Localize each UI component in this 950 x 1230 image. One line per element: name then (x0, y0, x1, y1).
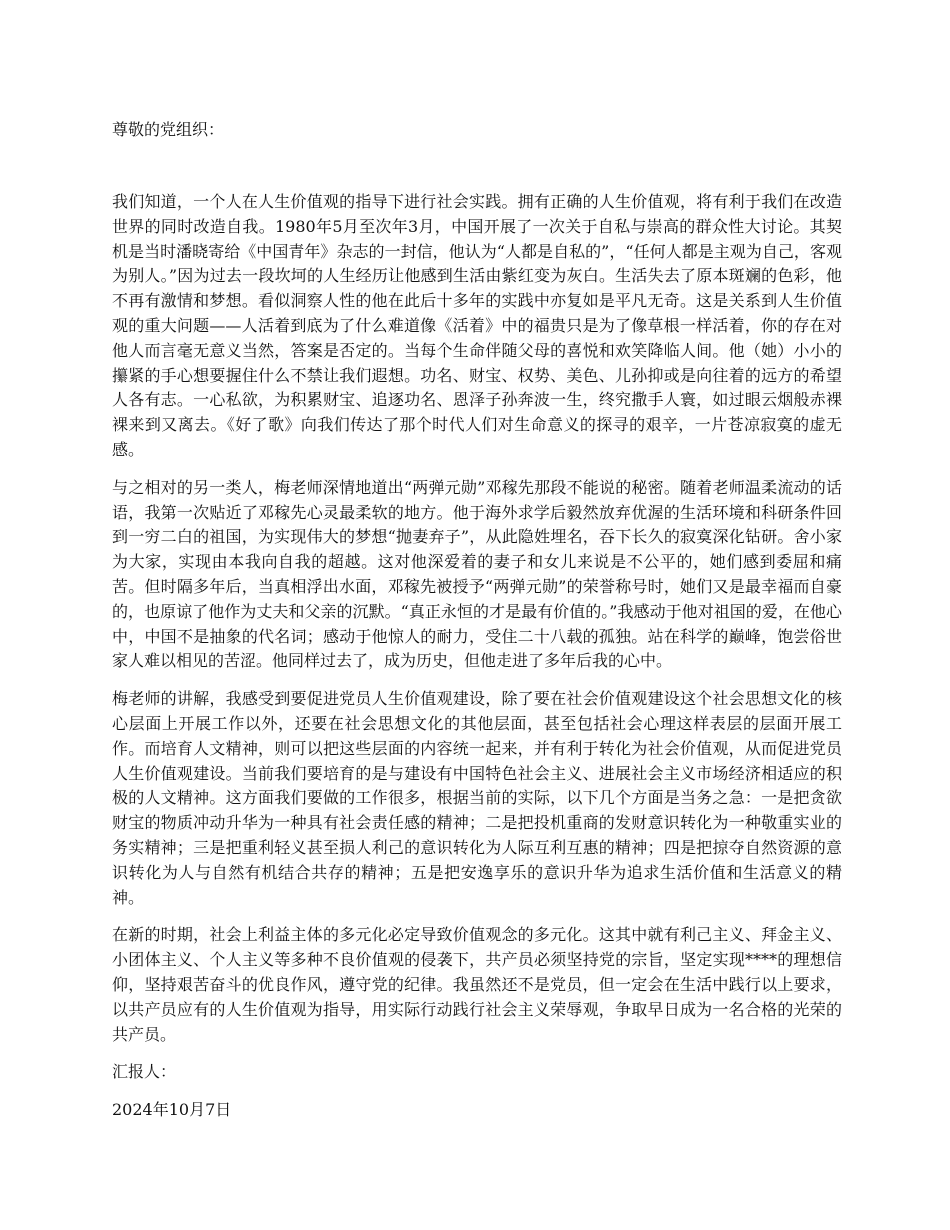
signer-label: 汇报人： (112, 1062, 177, 1082)
body-paragraph: 梅老师的讲解，我感受到要促进党员人生价值观建设，除了要在社会价值观建设这个社会思想文化的核心层面上开展工作以外，还要在社会思想文化的其他层面，甚至包括社会心理这样表层的层面开展工作。而培育人文精神，则可以把这些层面的内容统一起来，并有利于转化为社会价值观，从而促进党员人生价值观建设。当前我们要培育的是与建设有中国特色社会主义、进展社会主义市场经济相适应的积极的人文精神。这方面我们要做的工作很多，根据当前的实际，以下几个方面是当务之急：一是把贪欲财宝的物质冲动升华为一种具有社会责任感的精神；二是把投机重商的发财意识转化为一种敬重实业的务实精神；三是把重利轻义甚至损人利己的意识转化为人际互利互惠的精神；四是把掠夺自然资源的意识转化为人与自然有机结合共存的精神；五是把安逸享乐的意识升华为追求生活价值和生活意义的精神。 (112, 689, 842, 907)
report-date: 2024年10月7日 (112, 1100, 232, 1120)
body-paragraph: 我们知道，一个人在人生价值观的指导下进行社会实践。拥有正确的人生价值观，将有利于我们在改造世界的同时改造自我。1980年5月至次年3月，中国开展了一次关于自私与崇高的群众性大讨论。其契机是当时潘晓寄给《中国青年》杂志的一封信，他认为“人都是自私的”，“任何人都是主观为自己，客观为别人。”因为过去一段坎坷的人生经历让他感到生活由紫红变为灰白。生活失去了原本斑斓的色彩，他不再有激情和梦想。看似洞察人性的他在此后十多年的实践中亦复如是平凡无奇。这是关系到人生价值观的重大问题——人活着到底为了什么难道像《活着》中的福贵只是为了像草根一样活着，你的存在对他人而言毫无意义当然，答案是否定的。当每个生命伴随父母的喜悦和欢笑降临人间。他（她）小小的攥紧的手心想要握住什么不禁让我们遐想。功名、财宝、权势、美色、儿孙抑或是向往着的远方的希望人各有志。一心私欲，为积累财宝、追逐功名、恩泽子孙奔波一生，终究撒手人寰，如过眼云烟般赤裸裸来到又离去。《好了歌》向我们传达了那个时代人们对生命意义的探寻的艰辛，一片苍凉寂寞的虚无感。 (112, 192, 842, 459)
body-paragraph: 与之相对的另一类人，梅老师深情地道出“两弹元勋”邓稼先那段不能说的秘密。随着老师温柔流动的话语，我第一次贴近了邓稼先心灵最柔软的地方。他于海外求学后毅然放弃优渥的生活环境和科研条件回到一穷二白的祖国，为实现伟大的梦想“抛妻弃子”，从此隐姓埋名，吞下长久的寂寞深化钻研。舍小家为大家，实现由本我向自我的超越。这对他深爱着的妻子和女儿来说是不公平的，她们感到委屈和痛苦。但时隔多年后，当真相浮出水面，邓稼先被授予“两弹元勋”的荣誉称号时，她们又是最幸福而自豪的，也原谅了他作为丈夫和父亲的沉默。“真正永恒的才是最有价值的。”我感动于他对祖国的爱，在他心中，中国不是抽象的代名词；感动于他惊人的耐力，受住二十八载的孤独。站在科学的巅峰，饱尝俗世家人难以相见的苦涩。他同样过去了，成为历史，但他走进了多年后我的心中。 (112, 477, 842, 671)
body-paragraph: 在新的时期，社会上利益主体的多元化必定导致价值观念的多元化。这其中就有利己主义、拜金主义、小团体主义、个人主义等多种不良价值观的侵袭下，共产员必须坚持党的宗旨，坚定实现****的理想信仰，坚持艰苦奋斗的优良作风，遵守党的纪律。我虽然还不是党员，但一定会在生活中践行以上要求，以共产员应有的人生价值观为指导，用实际行动践行社会主义荣辱观，争取早日成为一名合格的光荣的共产员。 (112, 925, 842, 1044)
report-document (112, 118, 842, 1122)
salutation: 尊敬的党组织： (112, 120, 225, 139)
